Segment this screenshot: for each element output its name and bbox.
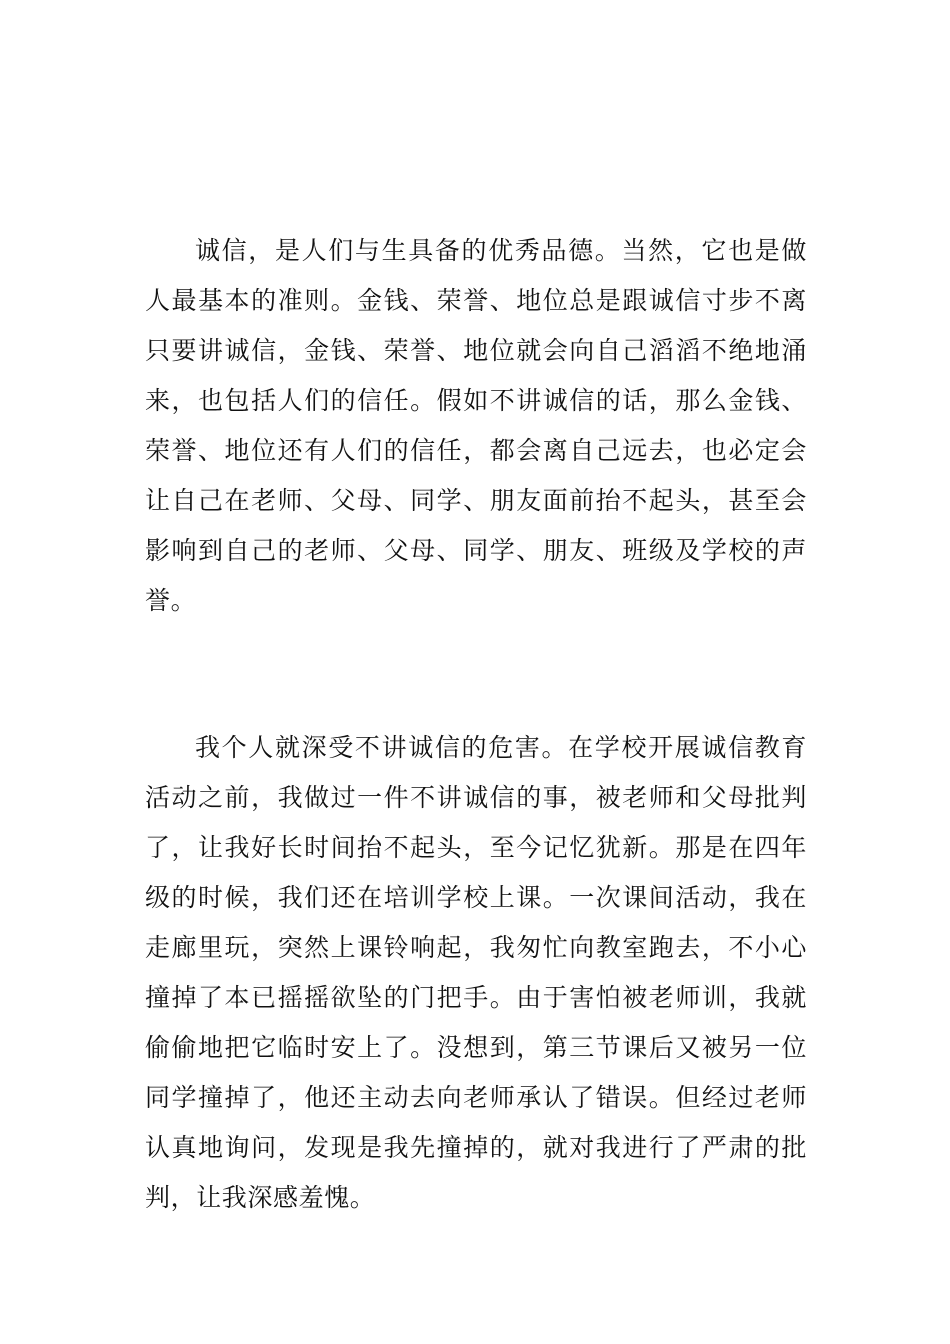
paragraph-personal-story: 我个人就深受不讲诚信的危害。在学校开展诚信教育活动之前，我做过一件不讲诚信的事，被老师和父母批判了，让我好长时间抬不起头，至今记忆犹新。那是在四年级的时候，我们还在培训学校上课。一次课间活动，我在走廊里玩，突然上课铃响起，我匆忙向教室跑去，不小心撞掉了本已摇摇欲坠的门把手。由于害怕被老师训，我就偷偷地把它临时安上了。没想到，第三节课后又被另一位同学撞掉了，他还主动去向老师承认了错误。但经过老师认真地询问，发现是我先撞掉的，就对我进行了严肃的批判，让我深感羞愧。 (145, 733, 807, 1212)
paragraph-integrity-definition: 诚信，是人们与生具备的优秀品德。当然，它也是做人最基本的准则。金钱、荣誉、地位总是跟诚信寸步不离只要讲诚信，金钱、荣誉、地位就会向自己滔滔不绝地涌来，也包括人们的信任。假如不讲诚信的话，那么金钱、荣誉、地位还有人们的信任，都会离自己远去，也必定会让自己在老师、父母、同学、朋友面前抬不起头，甚至会影响到自己的老师、父母、同学、朋友、班级及学校的声誉。 (145, 236, 807, 615)
